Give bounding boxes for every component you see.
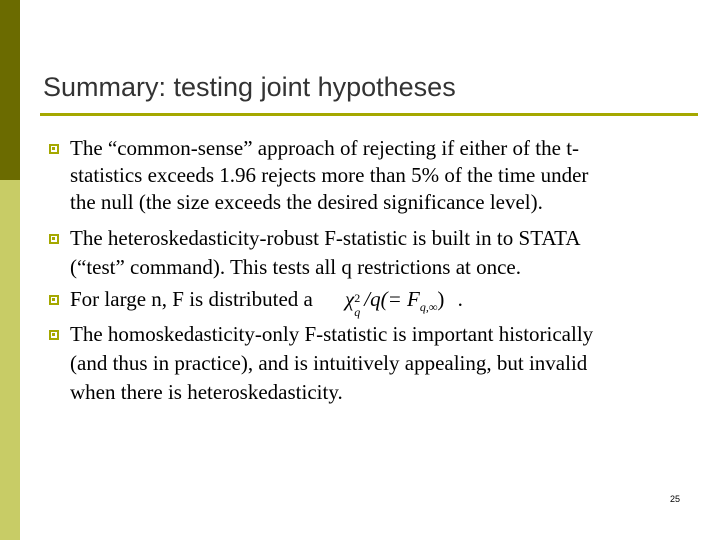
square-bullet-icon [49,295,59,305]
bullet-text-line: (“test” command). This tests all q restrictions at once. [70,255,521,279]
formula-trailing: . [457,287,463,311]
formula-chi-sub: q [354,305,361,319]
bullet-text-line: The homoskedasticity-only F-statistic is important historically [70,322,594,346]
side-accent-bar [0,0,20,540]
page-number: 25 [669,494,680,504]
bullet-text-line: statistics exceeds 1.96 rejects more than 5% of the time under [70,163,589,187]
bullet-text-line: when there is heteroskedasticity. [70,380,343,404]
square-bullet-icon [49,144,59,154]
side-bar-dark-segment [0,0,20,180]
title-underline [40,113,698,116]
formula-close: ) [437,287,445,311]
bullet-text-line: The heteroskedasticity-robust F-statistic is built in to STATA [70,226,581,250]
side-bar-light-segment [0,180,20,540]
bullet-text-line: For large n, F is distributed a [70,287,313,311]
slide-title: Summary: testing joint hypotheses [43,72,456,102]
formula-middle: /q(= [364,287,402,311]
formula-f-sub: q,∞ [419,300,438,315]
formula-f: F [407,287,420,311]
square-bullet-icon [49,330,59,340]
chi-square-formula [345,287,463,319]
bullet-text-line: The “common-sense” approach of rejecting if either of the t- [70,136,580,160]
square-bullet-icon [49,234,59,244]
formula-chi-sup: 2 [354,291,361,305]
bullet-text-line: the null (the size exceeds the desired significance level). [70,190,543,214]
bullet-text-line: (and thus in practice), and is intuitively appealing, but invalid [70,351,588,375]
formula-chi: χ [345,287,355,311]
